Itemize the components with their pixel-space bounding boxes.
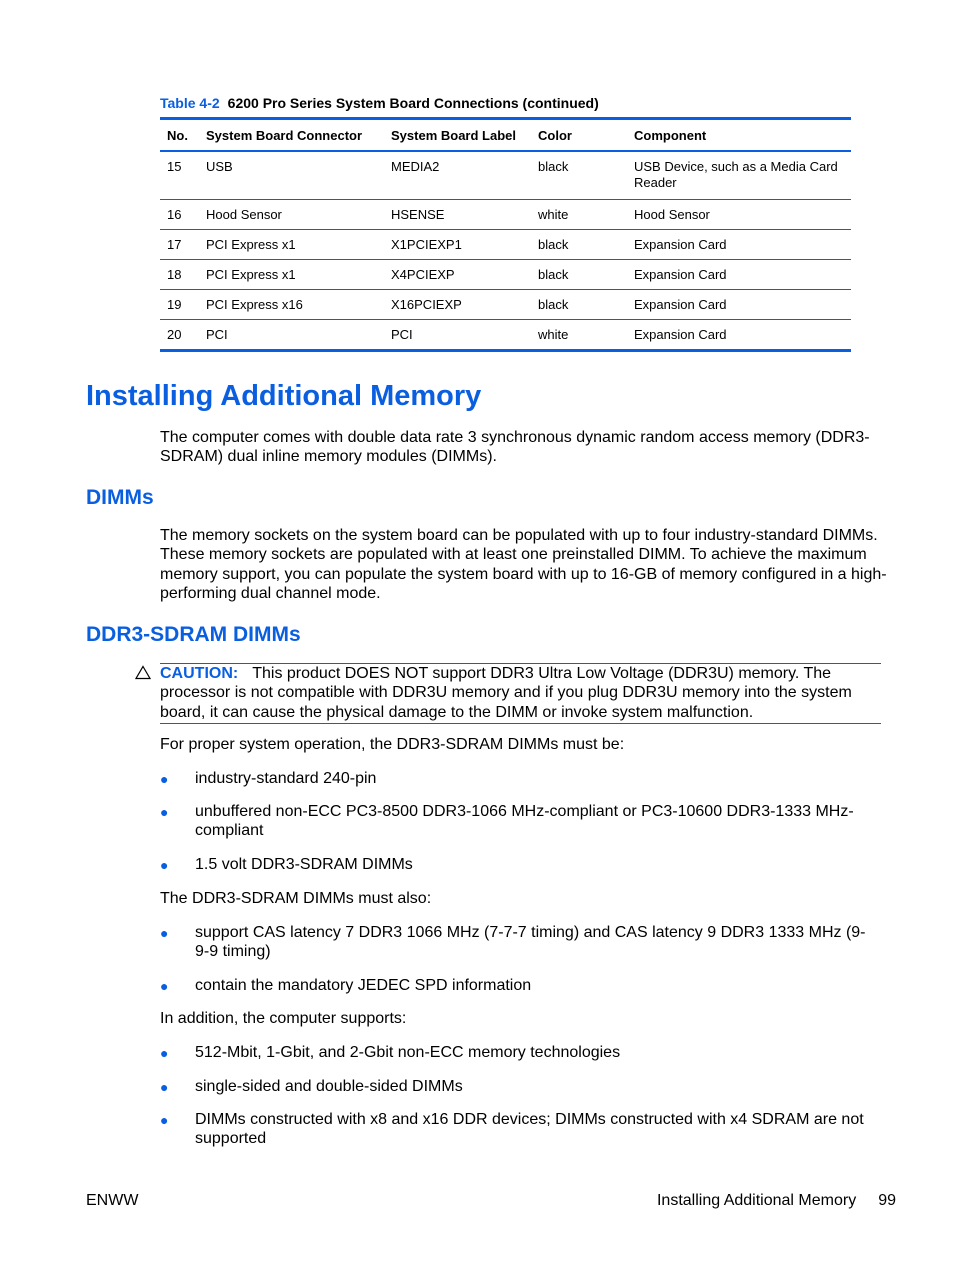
cell-label: X4PCIEXP bbox=[384, 260, 531, 290]
table-header-row bbox=[160, 120, 851, 151]
cell-component: Hood Sensor bbox=[627, 200, 851, 230]
table-bottom-rule bbox=[160, 349, 851, 352]
cell-color: black bbox=[531, 230, 627, 260]
cell-component: Expansion Card bbox=[627, 260, 851, 290]
footer-title: Installing Additional Memory bbox=[656, 1192, 857, 1209]
cell-component: Expansion Card bbox=[634, 327, 727, 342]
bullet-dot-icon: ● bbox=[160, 1112, 169, 1128]
cell-connector: Hood Sensor bbox=[199, 200, 384, 230]
table-caption-number: Table 4-2 bbox=[160, 95, 220, 111]
header-label: System Board Label bbox=[384, 120, 531, 151]
list-item-text: support CAS latency 7 DDR3 1066 MHz (7-7-7 timing) and CAS latency 9 DDR3 1333 MHz (9-9-9 timing) bbox=[195, 924, 866, 961]
bullet-dot-icon: ● bbox=[160, 771, 169, 787]
cell-connector: PCI Express x1 bbox=[199, 230, 384, 260]
connections-table bbox=[160, 117, 851, 352]
footer-right bbox=[657, 1192, 896, 1210]
cell-connector: PCI bbox=[206, 327, 228, 342]
section-title: Installing Additional Memory bbox=[86, 380, 482, 412]
caution-label: CAUTION: bbox=[160, 665, 239, 682]
header-no: No. bbox=[160, 120, 199, 151]
table-row bbox=[160, 200, 851, 230]
cell-connector: PCI Express x16 bbox=[199, 290, 384, 320]
cell-no: 20 bbox=[167, 327, 182, 342]
bullet-dot-icon: ● bbox=[160, 1079, 169, 1095]
cell-color: white bbox=[538, 327, 569, 342]
supports-intro: In addition, the computer supports: bbox=[160, 1010, 407, 1027]
dimms-paragraph: The memory sockets on the system board can be populated with up to four industry-standard DIMMs. These memory sockets are populated with at least one preinstalled DIMM. To achieve the maximum memory support, you can populate the system board with up to 16-GB of memory configured in a high-performing dual channel mode. bbox=[160, 527, 887, 602]
caution-box bbox=[160, 663, 881, 724]
table-caption bbox=[160, 95, 599, 111]
bullet-dot-icon: ● bbox=[160, 1045, 169, 1061]
list-item-text: industry-standard 240-pin bbox=[195, 770, 377, 787]
must-be-intro: For proper system operation, the DDR3-SDRAM DIMMs must be: bbox=[160, 736, 625, 753]
header-connector: System Board Connector bbox=[199, 120, 384, 151]
header-component: Component bbox=[627, 120, 851, 151]
cell-component: Expansion Card bbox=[627, 230, 851, 260]
caution-triangle-icon bbox=[135, 665, 151, 685]
cell-no: 17 bbox=[160, 230, 199, 260]
list-item-text: 512-Mbit, 1-Gbit, and 2-Gbit non-ECC memory technologies bbox=[195, 1044, 621, 1061]
cell-color: black bbox=[531, 151, 627, 200]
cell-component: Expansion Card bbox=[627, 290, 851, 320]
cell-no: 18 bbox=[160, 260, 199, 290]
cell-label: HSENSE bbox=[384, 200, 531, 230]
ddr3-heading: DDR3-SDRAM DIMMs bbox=[86, 623, 301, 646]
dimms-heading: DIMMs bbox=[86, 486, 154, 509]
section-intro: The computer comes with double data rate 3 synchronous dynamic random access memory (DDR3-SDRAM) dual inline memory modules (DIMMs). bbox=[160, 429, 870, 466]
bullet-dot-icon: ● bbox=[160, 857, 169, 873]
caution-text: This product DOES NOT support DDR3 Ultra Low Voltage (DDR3U) memory. The processor is not compatible with DDR3U memory and if you plug DDR3U memory into the system board, it can cause the physical damage to the DIMM or invoke system malfunction. bbox=[160, 665, 852, 721]
cell-color: black bbox=[531, 260, 627, 290]
cell-no: 15 bbox=[160, 151, 199, 200]
header-color: Color bbox=[531, 120, 627, 151]
table-row bbox=[160, 290, 851, 320]
cell-color: black bbox=[531, 290, 627, 320]
must-also-intro: The DDR3-SDRAM DIMMs must also: bbox=[160, 890, 432, 907]
list-item-text: 1.5 volt DDR3-SDRAM DIMMs bbox=[195, 856, 413, 873]
list-item-text: unbuffered non-ECC PC3-8500 DDR3-1066 MHz-compliant or PC3-10600 DDR3-1333 MHz-compliant bbox=[195, 803, 854, 840]
list-item-text: DIMMs constructed with x8 and x16 DDR devices; DIMMs constructed with x4 SDRAM are not supported bbox=[195, 1111, 864, 1148]
table-row bbox=[160, 230, 851, 260]
table-row bbox=[160, 260, 851, 290]
cell-no: 19 bbox=[160, 290, 199, 320]
table-row bbox=[160, 151, 851, 200]
cell-component: USB Device, such as a Media Card Reader bbox=[627, 151, 851, 200]
cell-label: PCI bbox=[391, 327, 413, 342]
list-item-text: contain the mandatory JEDEC SPD information bbox=[195, 977, 532, 994]
footer-left: ENWW bbox=[86, 1192, 139, 1209]
cell-label: MEDIA2 bbox=[384, 151, 531, 200]
table-row bbox=[160, 320, 851, 350]
list-item-text: single-sided and double-sided DIMMs bbox=[195, 1078, 463, 1095]
cell-no: 16 bbox=[160, 200, 199, 230]
cell-label: X1PCIEXP1 bbox=[384, 230, 531, 260]
cell-color: white bbox=[531, 200, 627, 230]
cell-connector: USB bbox=[199, 151, 384, 200]
table-caption-title: 6200 Pro Series System Board Connections (continued) bbox=[227, 95, 599, 111]
cell-connector: PCI Express x1 bbox=[199, 260, 384, 290]
bullet-dot-icon: ● bbox=[160, 978, 169, 994]
bullet-dot-icon: ● bbox=[160, 804, 169, 820]
bullet-dot-icon: ● bbox=[160, 925, 169, 941]
page-number: 99 bbox=[878, 1192, 896, 1209]
cell-label: X16PCIEXP bbox=[384, 290, 531, 320]
